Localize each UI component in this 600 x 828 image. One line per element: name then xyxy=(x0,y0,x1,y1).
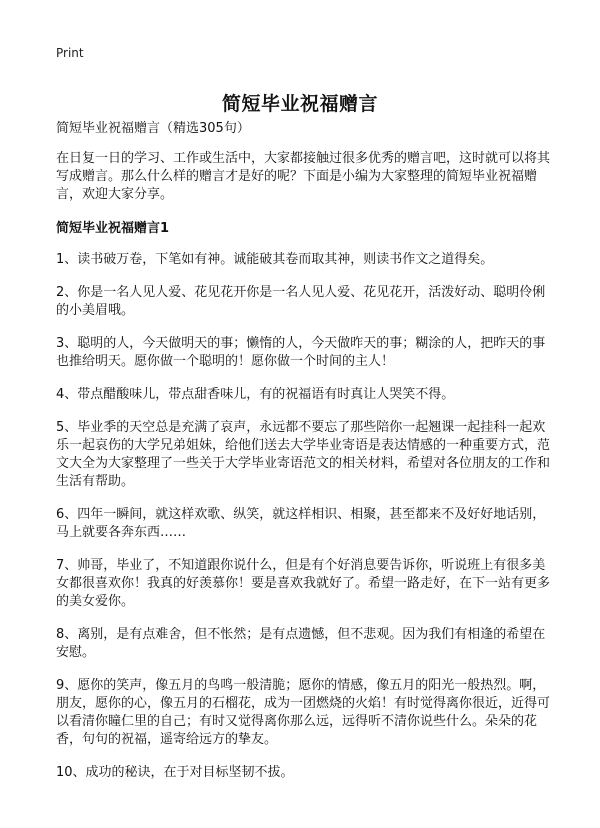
blessing-item-6: 6、四年一瞬间，就这样欢歌、纵笑，就这样相识、相聚，甚至都来不及好好地话别，马上就要各奔东西…… xyxy=(56,507,546,540)
document-content xyxy=(56,120,554,797)
blessing-item-4: 4、带点醋酸味儿，带点甜香味儿，有的祝福语有时真让人哭笑不得。 xyxy=(56,387,455,402)
intro-paragraph: 在日复一日的学习、工作或生活中，大家都接触过很多优秀的赠言吧，这时就可以将其写成赠言。那么什么样的赠言才是好的呢？下面是小编为大家整理的简短毕业祝福赠言，欢迎大家分享。 xyxy=(56,151,551,202)
blessing-item-9: 9、愿你的笑声，像五月的鸟鸣一般清脆；愿你的情感，像五月的阳光一般热烈。啊，朋友，愿你的心，像五月的石榴花，成为一团燃烧的火焰！有时觉得离你很近，近得可以看清你瞳仁里的自己；有时又觉得离你那么远，远得听不清你说些什么。朵朵的花香，句句的祝福，遥寄给远方的挚友。 xyxy=(56,678,551,747)
document-title: 简短毕业祝福赠言 xyxy=(221,92,378,115)
blessing-item-8: 8、离别，是有点难舍，但不怅然；是有点遗憾，但不悲观。因为我们有相逢的希望在安慰。 xyxy=(56,627,546,660)
blessing-item-1: 1、读书破万卷，下笔如有神。诚能破其卷而取其神，则读书作文之道得矣。 xyxy=(56,252,494,267)
blessing-item-2: 2、你是一名人见人爱、花见花开你是一名人见人爱、花见花开，活泼好动、聪明伶俐的小美眉哦。 xyxy=(56,285,546,318)
blessing-item-7: 7、帅哥，毕业了，不知道跟你说什么，但是有个好消息要告诉你，听说班上有很多美女都很喜欢你！我真的好羡慕你！要是喜欢我就好了。希望一路走好，在下一站有更多的美女爱你。 xyxy=(56,558,551,609)
print-link[interactable]: Print xyxy=(56,46,84,60)
section-heading: 简短毕业祝福赠言1 xyxy=(56,221,170,236)
blessing-item-10: 10、成功的秘诀，在于对目标坚韧不拔。 xyxy=(56,765,294,780)
blessing-item-5: 5、毕业季的天空总是充满了哀声，永远都不要忘了那些陪你一起翘课一起挂科一起欢乐一起哀伤的大学兄弟姐妹，给他们送去大学毕业寄语是表达情感的一种重要方式，范文大全为大家整理了一些关于大学毕业寄语范文的相关材料，希望对各位朋友的工作和生活有帮助。 xyxy=(56,420,551,489)
blessing-item-3: 3、聪明的人，今天做明天的事；懒惰的人，今天做昨天的事；糊涂的人，把昨天的事也推给明天。愿你做一个聪明的！愿你做一个时间的主人！ xyxy=(56,336,546,369)
document-subtitle: 简短毕业祝福赠言（精选305句） xyxy=(56,121,250,136)
